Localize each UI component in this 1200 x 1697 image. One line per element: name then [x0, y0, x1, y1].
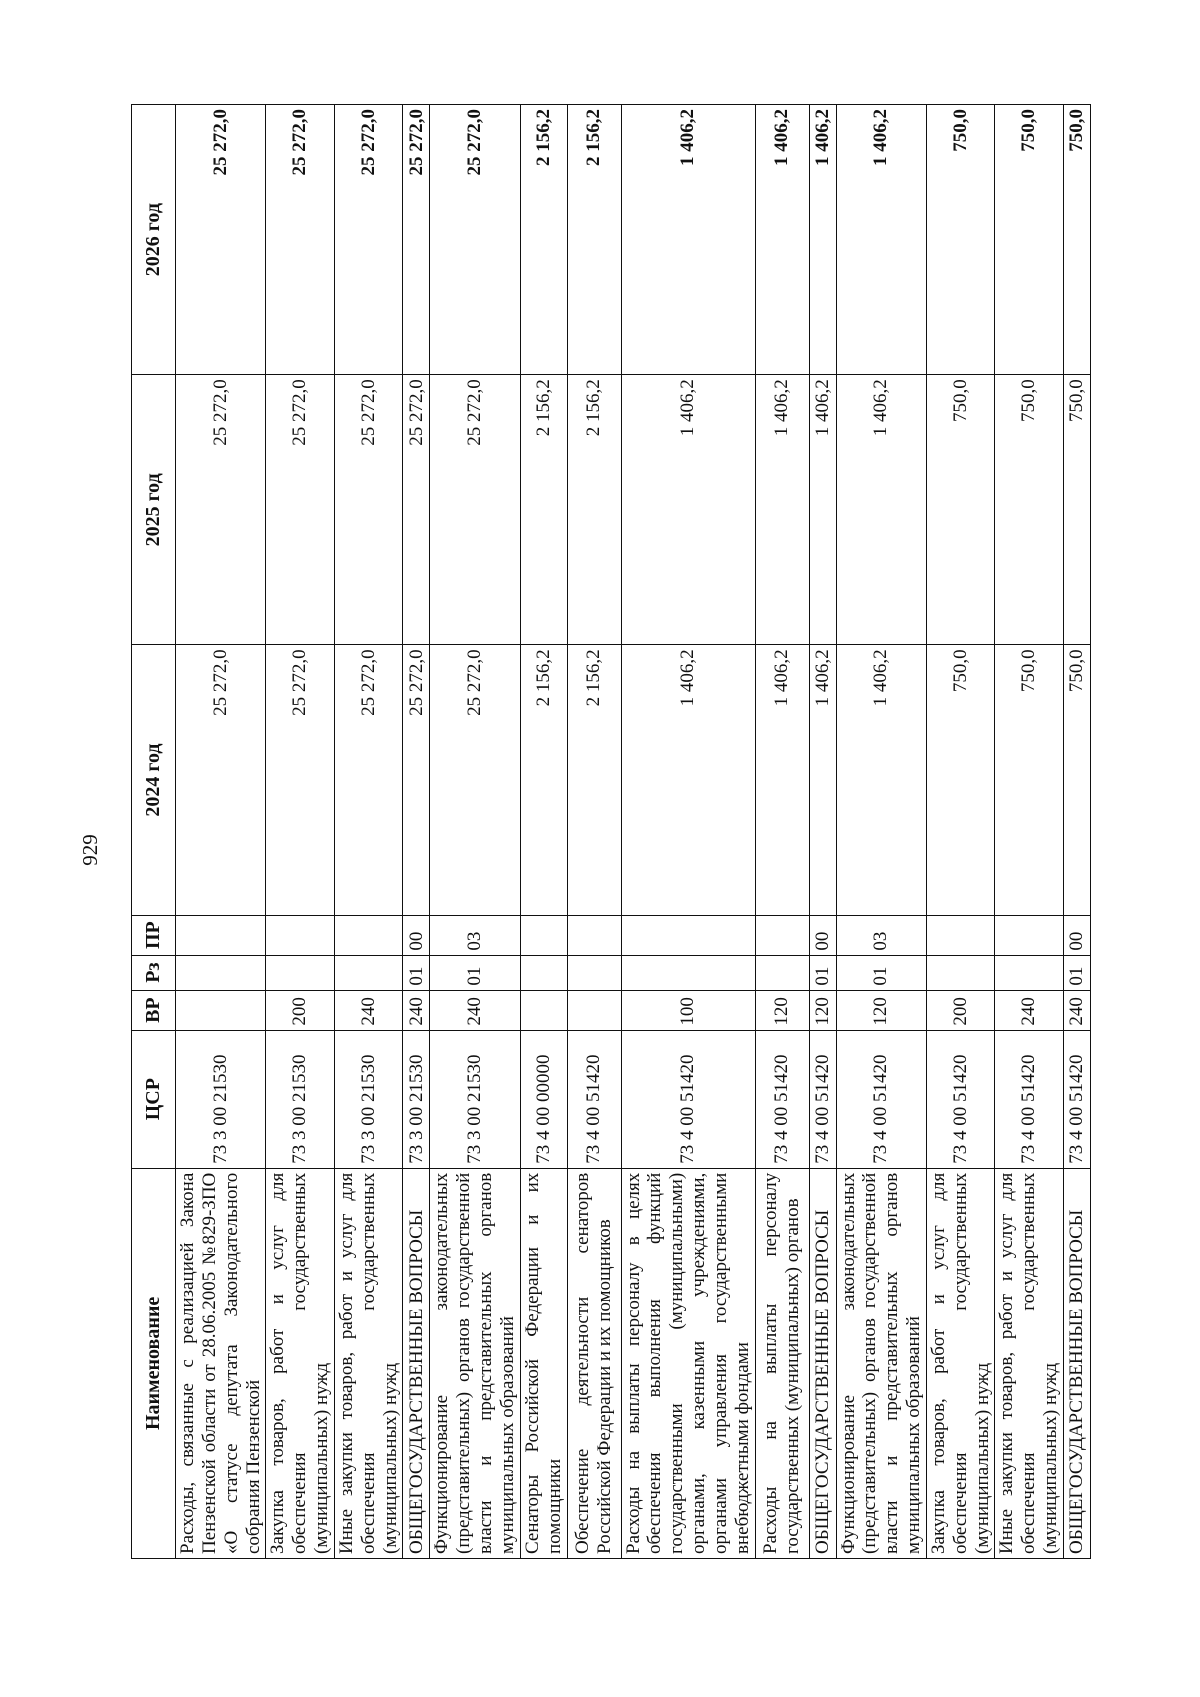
row-name-cell: Расходы, связанные с реализацией Закона Пензенской области от 28.06.2005 №829-ЗПО «О статусе депутата Законодательного собрания Пензенской — [176, 1168, 266, 1558]
row-vr-cell: 240 — [995, 990, 1064, 1030]
row-2025-cell: 750,0 — [1064, 375, 1091, 645]
row-2026-cell: 2 156,2 — [520, 105, 567, 375]
row-name-cell: ОБЩЕГОСУДАРСТВЕННЫЕ ВОПРОСЫ — [403, 1168, 430, 1558]
row-csr-cell: 73 3 00 21530 — [176, 1030, 266, 1168]
row-csr-cell: 73 4 00 51420 — [809, 1030, 836, 1168]
table-row — [430, 105, 520, 1559]
header-rz: Рз — [132, 955, 176, 990]
row-pr-cell: 00 — [403, 915, 430, 955]
row-vr-cell: 200 — [266, 990, 335, 1030]
row-2024-cell: 25 272,0 — [403, 645, 430, 915]
table-row — [809, 105, 836, 1559]
row-2024-cell: 1 406,2 — [809, 645, 836, 915]
row-csr-cell: 73 4 00 51420 — [621, 1030, 755, 1168]
budget-table — [131, 104, 1091, 1559]
row-pr-cell: 00 — [1064, 915, 1091, 955]
row-2026-cell: 1 406,2 — [755, 105, 809, 375]
row-2025-cell: 750,0 — [926, 375, 995, 645]
row-name-cell: Сенаторы Российской Федерации и их помощники — [520, 1168, 567, 1558]
row-pr-cell — [567, 915, 621, 955]
table-row — [995, 105, 1064, 1559]
row-csr-cell: 73 4 00 00000 — [520, 1030, 567, 1168]
row-2025-cell: 1 406,2 — [836, 375, 926, 645]
row-2025-cell: 25 272,0 — [176, 375, 266, 645]
row-name-cell: Иные закупки товаров, работ и услуг для обеспечения государственных (муниципальных) нужд — [334, 1168, 403, 1558]
row-2025-cell: 1 406,2 — [621, 375, 755, 645]
row-rz-cell — [334, 955, 403, 990]
row-2025-cell: 2 156,2 — [520, 375, 567, 645]
row-2026-cell: 750,0 — [1064, 105, 1091, 375]
row-rz-cell: 01 — [1064, 955, 1091, 990]
row-rz-cell — [621, 955, 755, 990]
table-row — [520, 105, 567, 1559]
row-rz-cell — [266, 955, 335, 990]
row-2024-cell: 25 272,0 — [334, 645, 403, 915]
row-2024-cell: 750,0 — [926, 645, 995, 915]
table-row — [176, 105, 266, 1559]
row-2024-cell: 25 272,0 — [176, 645, 266, 915]
table-row — [621, 105, 755, 1559]
row-2025-cell: 25 272,0 — [403, 375, 430, 645]
header-2025: 2025 год — [132, 375, 176, 645]
row-2025-cell: 25 272,0 — [430, 375, 520, 645]
row-2024-cell: 1 406,2 — [836, 645, 926, 915]
row-2025-cell: 1 406,2 — [809, 375, 836, 645]
row-name-cell: Закупка товаров, работ и услуг для обеспечения государственных (муниципальных) нужд — [266, 1168, 335, 1558]
row-2026-cell: 2 156,2 — [567, 105, 621, 375]
row-name-cell: Иные закупки товаров, работ и услуг для обеспечения государственных (муниципальных) нужд — [995, 1168, 1064, 1558]
row-vr-cell: 120 — [836, 990, 926, 1030]
row-2026-cell: 750,0 — [926, 105, 995, 375]
header-vr: ВР — [132, 990, 176, 1030]
row-2026-cell: 1 406,2 — [621, 105, 755, 375]
row-pr-cell — [926, 915, 995, 955]
row-csr-cell: 73 4 00 51420 — [755, 1030, 809, 1168]
row-csr-cell: 73 4 00 51420 — [995, 1030, 1064, 1168]
row-pr-cell — [995, 915, 1064, 955]
row-rz-cell: 01 — [809, 955, 836, 990]
row-vr-cell: 240 — [1064, 990, 1091, 1030]
row-2024-cell: 1 406,2 — [621, 645, 755, 915]
row-2026-cell: 25 272,0 — [266, 105, 335, 375]
table-row — [266, 105, 335, 1559]
row-rz-cell — [755, 955, 809, 990]
row-2025-cell: 2 156,2 — [567, 375, 621, 645]
row-name-cell: ОБЩЕГОСУДАРСТВЕННЫЕ ВОПРОСЫ — [1064, 1168, 1091, 1558]
row-vr-cell: 200 — [926, 990, 995, 1030]
row-2024-cell: 750,0 — [1064, 645, 1091, 915]
row-2024-cell: 2 156,2 — [520, 645, 567, 915]
row-csr-cell: 73 4 00 51420 — [926, 1030, 995, 1168]
row-2024-cell: 25 272,0 — [430, 645, 520, 915]
table-row — [755, 105, 809, 1559]
row-vr-cell: 240 — [430, 990, 520, 1030]
row-2025-cell: 750,0 — [995, 375, 1064, 645]
row-2024-cell: 1 406,2 — [755, 645, 809, 915]
row-pr-cell: 03 — [836, 915, 926, 955]
row-csr-cell: 73 3 00 21530 — [430, 1030, 520, 1168]
row-pr-cell — [755, 915, 809, 955]
row-name-cell: Расходы на выплаты персоналу в целях обеспечения выполнения функций государственными (муниципальными) органами, казенными учреждениями, органами управления государственными внебюджетными фондами — [621, 1168, 755, 1558]
row-2026-cell: 25 272,0 — [334, 105, 403, 375]
row-2026-cell: 25 272,0 — [403, 105, 430, 375]
table-row — [567, 105, 621, 1559]
row-vr-cell: 120 — [755, 990, 809, 1030]
row-2026-cell: 750,0 — [995, 105, 1064, 375]
row-2026-cell: 1 406,2 — [809, 105, 836, 375]
row-pr-cell: 00 — [809, 915, 836, 955]
row-csr-cell: 73 4 00 51420 — [567, 1030, 621, 1168]
row-csr-cell: 73 4 00 51420 — [1064, 1030, 1091, 1168]
row-pr-cell — [176, 915, 266, 955]
row-rz-cell: 01 — [836, 955, 926, 990]
row-vr-cell: 120 — [809, 990, 836, 1030]
row-name-cell: Функционирование законодательных (представительных) органов государственной власти и представительных органов муниципальных образований — [430, 1168, 520, 1558]
row-csr-cell: 73 3 00 21530 — [266, 1030, 335, 1168]
budget-table-container — [131, 104, 1088, 1559]
table-row — [836, 105, 926, 1559]
row-2026-cell: 25 272,0 — [430, 105, 520, 375]
row-rz-cell — [995, 955, 1064, 990]
header-2026: 2026 год — [132, 105, 176, 375]
row-vr-cell — [176, 990, 266, 1030]
header-2024: 2024 год — [132, 645, 176, 915]
row-rz-cell: 01 — [403, 955, 430, 990]
header-csr: ЦСР — [132, 1030, 176, 1168]
table-row — [334, 105, 403, 1559]
row-pr-cell — [334, 915, 403, 955]
row-name-cell: Закупка товаров, работ и услуг для обеспечения государственных (муниципальных) нужд — [926, 1168, 995, 1558]
row-pr-cell: 03 — [430, 915, 520, 955]
row-vr-cell: 240 — [403, 990, 430, 1030]
row-name-cell: ОБЩЕГОСУДАРСТВЕННЫЕ ВОПРОСЫ — [809, 1168, 836, 1558]
row-pr-cell — [520, 915, 567, 955]
row-rz-cell — [520, 955, 567, 990]
row-2024-cell: 25 272,0 — [266, 645, 335, 915]
row-name-cell: Функционирование законодательных (представительных) органов государственной власти и представительных органов муниципальных образований — [836, 1168, 926, 1558]
row-vr-cell — [520, 990, 567, 1030]
row-2026-cell: 1 406,2 — [836, 105, 926, 375]
row-2025-cell: 25 272,0 — [334, 375, 403, 645]
table-row — [1064, 105, 1091, 1559]
row-2025-cell: 25 272,0 — [266, 375, 335, 645]
row-name-cell: Расходы на выплаты персоналу государственных (муниципальных) органов — [755, 1168, 809, 1558]
header-pr: ПР — [132, 915, 176, 955]
table-row — [403, 105, 430, 1559]
row-2025-cell: 1 406,2 — [755, 375, 809, 645]
row-vr-cell: 240 — [334, 990, 403, 1030]
page-number: 929 — [78, 834, 102, 866]
header-name: Наименование — [132, 1168, 176, 1558]
row-name-cell: Обеспечение деятельности сенаторов Российской Федерации и их помощников — [567, 1168, 621, 1558]
row-rz-cell — [567, 955, 621, 990]
table-header-row — [132, 105, 176, 1559]
row-pr-cell — [266, 915, 335, 955]
row-csr-cell: 73 3 00 21530 — [403, 1030, 430, 1168]
table-body — [176, 105, 1091, 1559]
rotated-table-area — [131, 104, 1088, 1559]
row-vr-cell — [567, 990, 621, 1030]
row-vr-cell: 100 — [621, 990, 755, 1030]
row-rz-cell: 01 — [430, 955, 520, 990]
row-rz-cell — [176, 955, 266, 990]
row-2024-cell: 2 156,2 — [567, 645, 621, 915]
row-2026-cell: 25 272,0 — [176, 105, 266, 375]
row-pr-cell — [621, 915, 755, 955]
table-row — [926, 105, 995, 1559]
row-rz-cell — [926, 955, 995, 990]
row-csr-cell: 73 4 00 51420 — [836, 1030, 926, 1168]
row-csr-cell: 73 3 00 21530 — [334, 1030, 403, 1168]
row-2024-cell: 750,0 — [995, 645, 1064, 915]
